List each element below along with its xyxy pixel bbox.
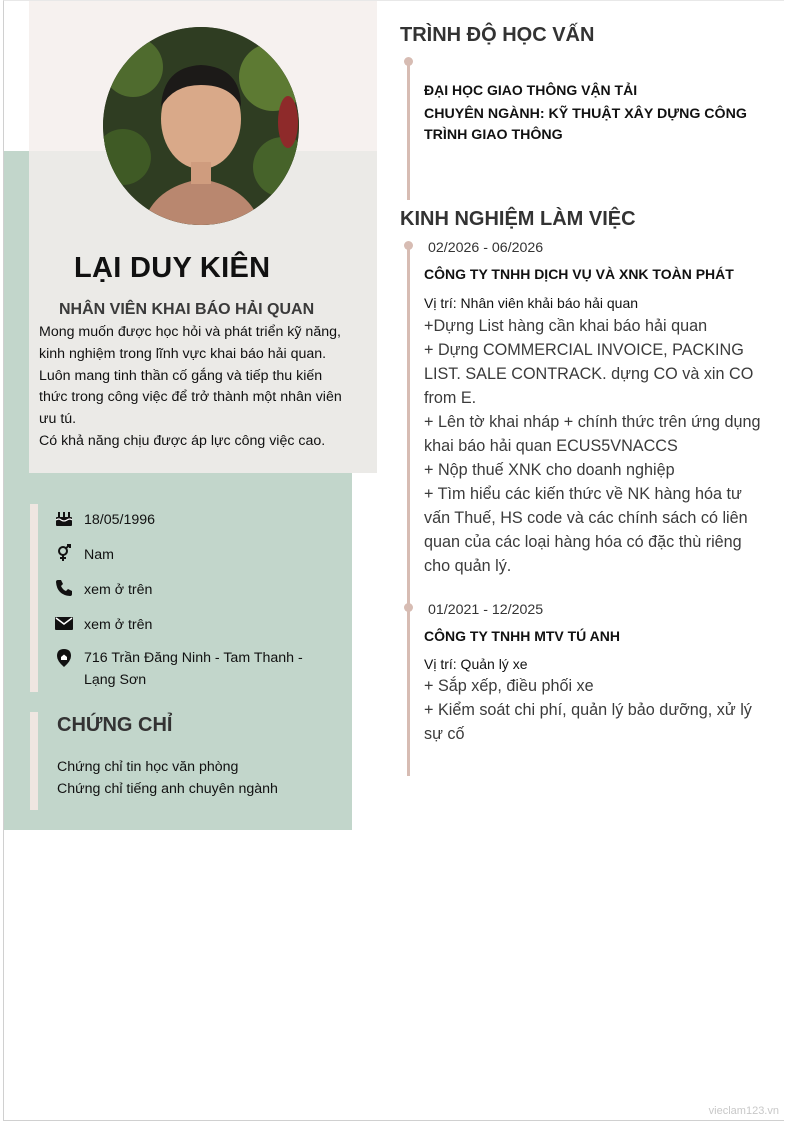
education-school: ĐẠI HỌC GIAO THÔNG VẬN TẢI	[424, 82, 638, 98]
job-duty-line: vấn Thuế, HS code và các chính sách có liên	[424, 509, 748, 527]
job-duty-line: + Lên tờ khai nháp + chính thức trên ứng dụng	[424, 413, 761, 431]
job-description	[424, 314, 774, 578]
education-timeline	[407, 62, 410, 200]
job-duty-line: sự cố	[424, 725, 465, 743]
address-line: Lạng Sơn	[84, 672, 147, 688]
avatar	[103, 27, 299, 225]
timeline-dot	[404, 241, 413, 250]
job-company: CÔNG TY TNHH MTV TÚ ANH	[424, 628, 620, 644]
gender-row	[55, 544, 114, 566]
address-text	[84, 647, 303, 691]
job-duty-line: + Nộp thuế XNK cho doanh nghiệp	[424, 461, 675, 479]
experience-heading: KINH NGHIỆM LÀM VIỆC	[400, 208, 636, 230]
location-pin-icon	[55, 649, 73, 667]
major-line: TRÌNH GIAO THÔNG	[424, 127, 563, 143]
address-row	[55, 647, 303, 691]
job-title: NHÂN VIÊN KHAI BÁO HẢI QUAN	[59, 301, 315, 318]
summary-line: Có khả năng chịu được áp lực công việc cao.	[39, 432, 326, 449]
job-duty-line: + Sắp xếp, điều phối xe	[424, 677, 594, 695]
career-summary	[39, 322, 359, 453]
summary-line: kinh nghiệm trong lĩnh vực khai báo hải quan.	[39, 345, 327, 362]
certificates-accent-bar	[30, 712, 38, 810]
watermark: vieclam123.vn	[708, 1105, 779, 1117]
gender-text: Nam	[84, 547, 114, 563]
timeline-dot	[404, 603, 413, 612]
job-description	[424, 674, 774, 746]
summary-line: ưu tú.	[39, 411, 77, 428]
job-duty-line: + Tìm hiểu các kiến thức về NK hàng hóa tư	[424, 485, 742, 503]
birthday-row	[55, 509, 155, 531]
job-duty-line: + Kiểm soát chi phí, quản lý bảo dưỡng, xử lý	[424, 701, 752, 719]
certificate-item: Chứng chỉ tiếng anh chuyên ngành	[57, 781, 278, 797]
job-duty-line: from E.	[424, 389, 477, 407]
job-role: Vị trí: Quản lý xe	[424, 656, 528, 672]
education-major	[424, 104, 769, 146]
certificate-item: Chứng chỉ tin học văn phòng	[57, 759, 239, 775]
phone-row	[55, 579, 152, 601]
gender-icon	[55, 544, 73, 562]
birthday-cake-icon	[55, 509, 73, 527]
job-duty-line: cho quản lý.	[424, 557, 512, 575]
contact-accent-bar	[30, 504, 38, 692]
timeline-dot	[404, 57, 413, 66]
job-duty-line: quan của các loại hàng hóa có đặc thù riêng	[424, 533, 742, 551]
education-heading: TRÌNH ĐỘ HỌC VẤN	[400, 24, 595, 46]
experience-timeline	[407, 246, 410, 776]
phone-icon	[55, 579, 73, 597]
job-duty-line: + Dựng COMMERCIAL INVOICE, PACKING	[424, 341, 744, 359]
summary-line: Mong muốn được học hỏi và phát triển kỹ năng,	[39, 324, 341, 340]
job-duty-line: LIST. SALE CONTRACK. dựng CO và xin CO	[424, 365, 754, 383]
job-duty-line: +Dựng List hàng cần khai báo hải quan	[424, 317, 708, 335]
certificates-list	[57, 756, 278, 800]
summary-line: Luôn mang tinh thần cố gắng và tiếp thu kiến	[39, 367, 323, 384]
job-company: CÔNG TY TNHH DỊCH VỤ VÀ XNK TOÀN PHÁT	[424, 266, 734, 282]
certificates-heading: CHỨNG CHỈ	[57, 714, 173, 736]
job-dates: 02/2026 - 06/2026	[428, 240, 544, 256]
major-line: CHUYÊN NGÀNH: KỸ THUẬT XÂY DỰNG CÔNG	[424, 106, 747, 122]
email-row	[55, 614, 152, 636]
summary-line: thức trong công việc để trở thành một nhân viên	[39, 389, 342, 406]
phone-text: xem ở trên	[84, 582, 153, 598]
job-role: Vị trí: Nhân viên khải báo hải quan	[424, 295, 639, 311]
address-line: 716 Trần Đăng Ninh - Tam Thanh -	[84, 650, 303, 666]
job-duty-line: khai báo hải quan ECUS5VNACCS	[424, 437, 678, 455]
job-dates: 01/2021 - 12/2025	[428, 602, 544, 618]
birthday-text: 18/05/1996	[84, 512, 156, 528]
candidate-name: LẠI DUY KIÊN	[74, 252, 271, 284]
email-icon	[55, 614, 73, 632]
email-text: xem ở trên	[84, 617, 153, 633]
